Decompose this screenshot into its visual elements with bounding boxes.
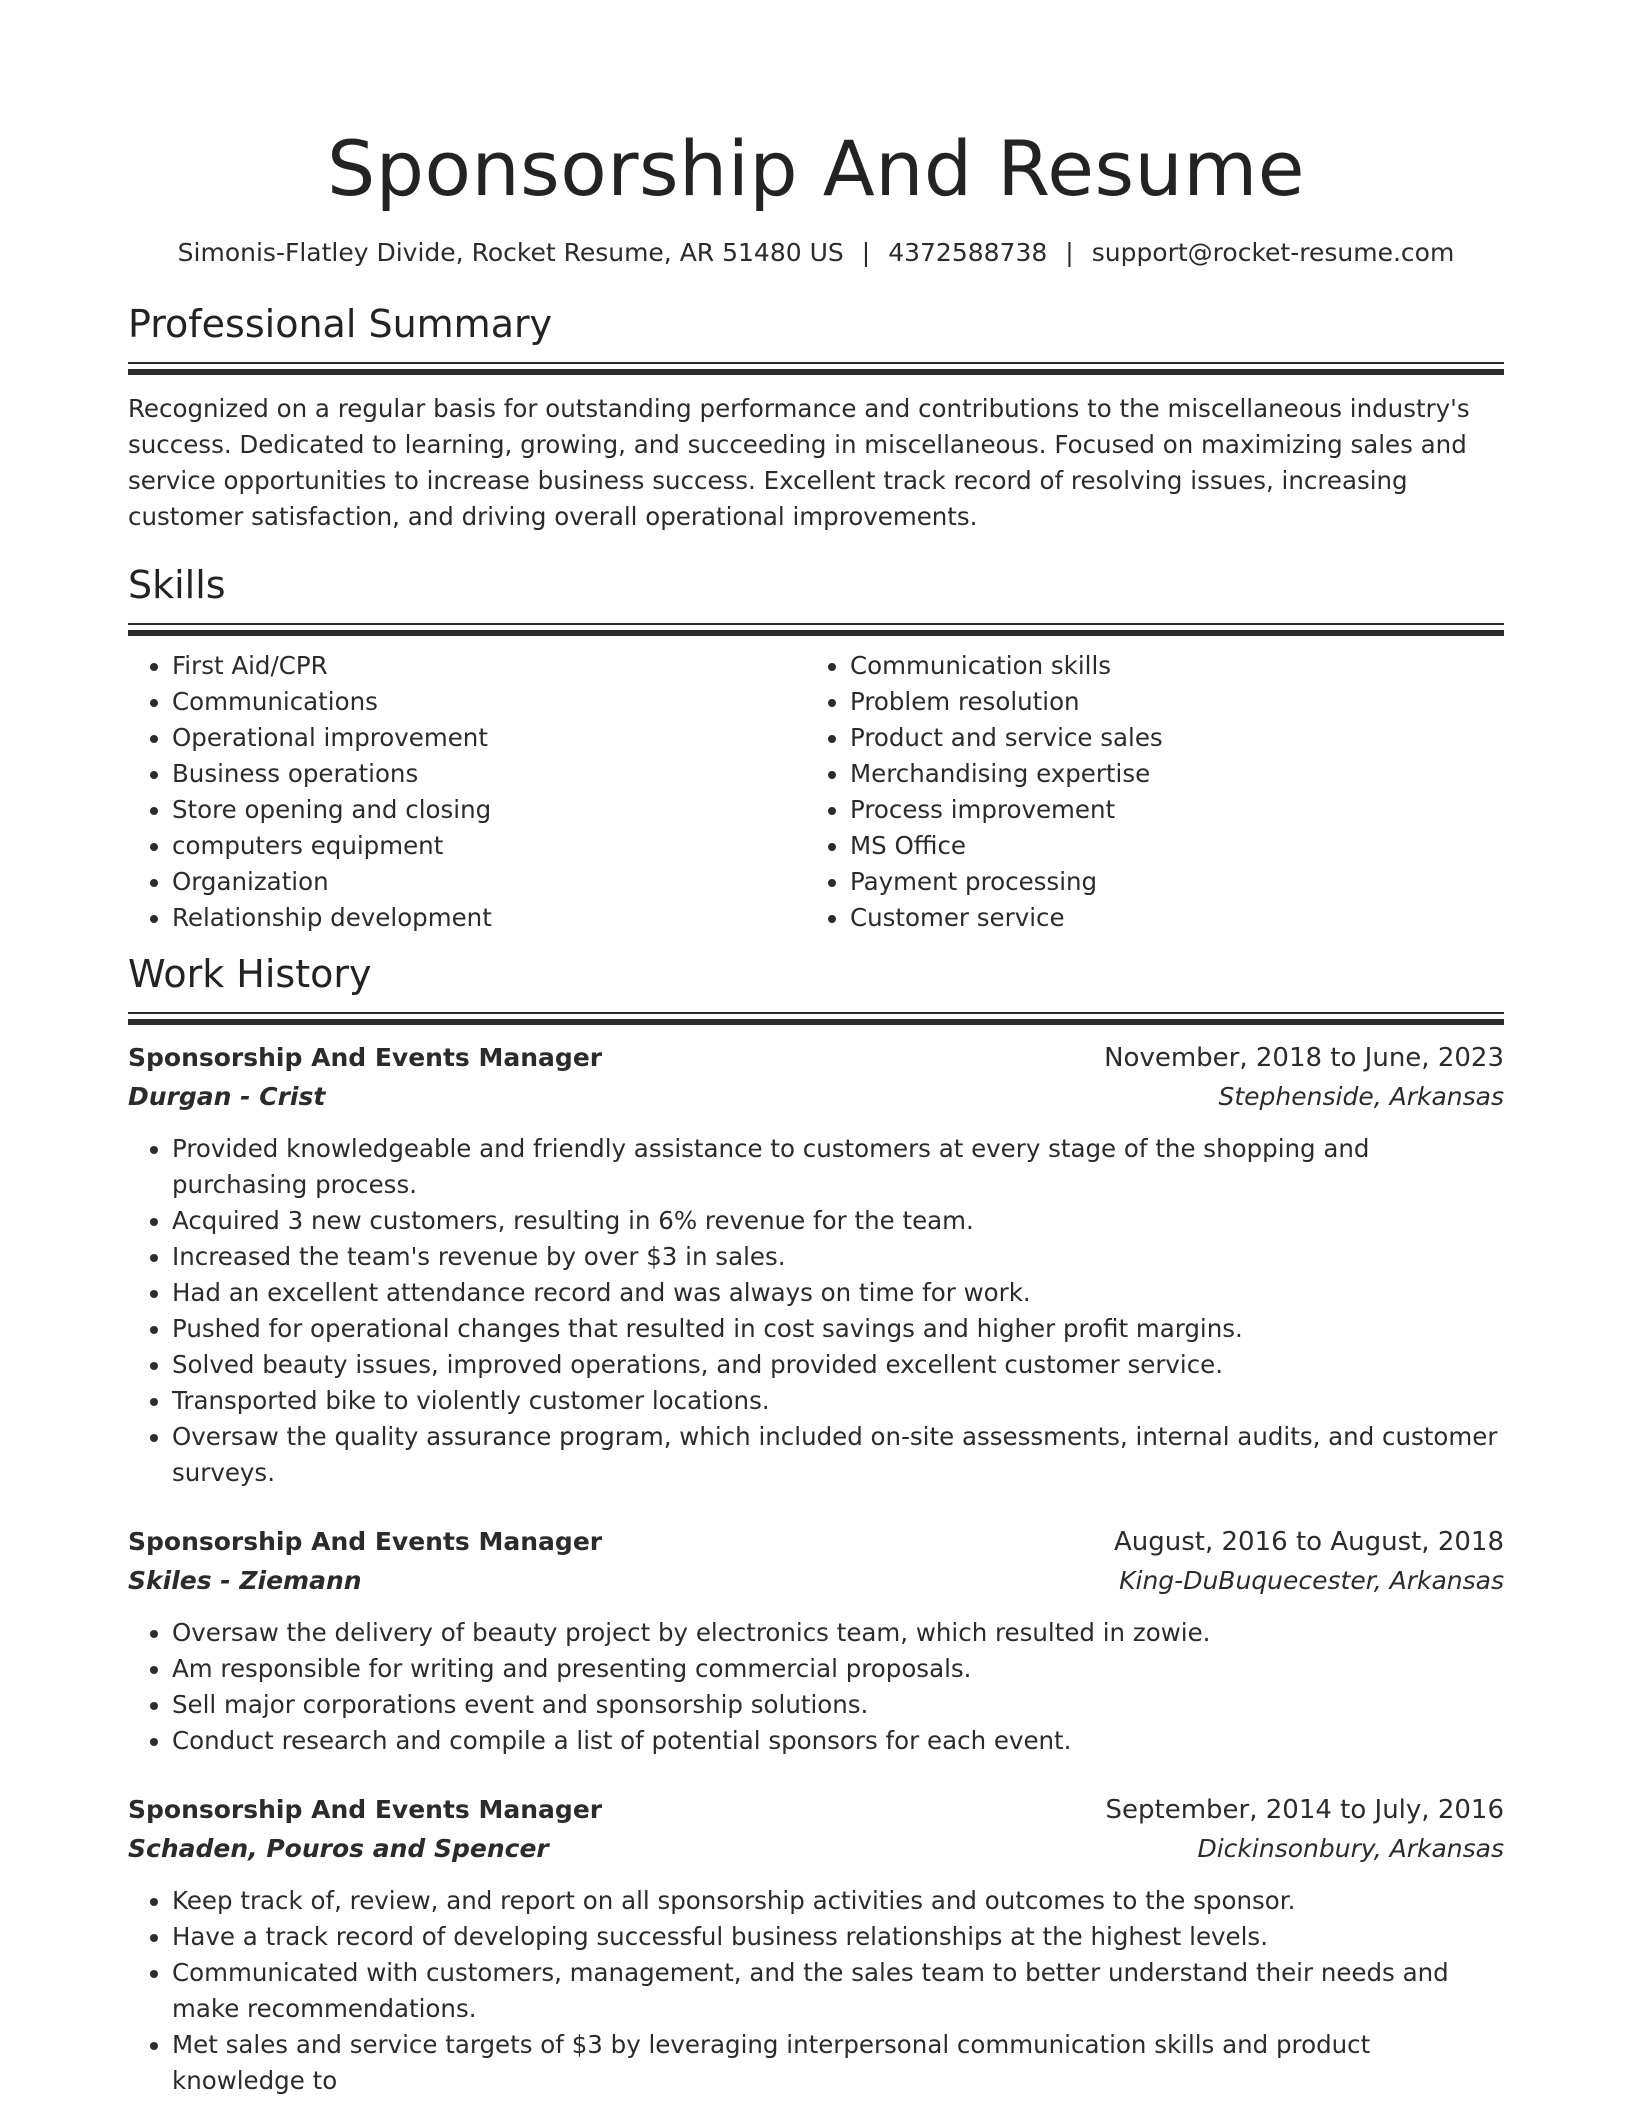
summary-text: Recognized on a regular basis for outstanding performance and contributions to the miscellaneous industry's success. Dedicated to learning, growing, and succeeding in miscellaneous. Focused on maximizing sales and service opportunities to increase business success. Excellent track record of resolving issues, increasing customer satisfaction, and driving overall operational improvements. <box>128 394 1470 531</box>
contact-phone: 4372588738 <box>888 238 1048 267</box>
job-header-row <box>128 1523 1504 1561</box>
job-title: Sponsorship And Events Manager <box>128 1795 603 1824</box>
skills-left-list <box>128 648 806 936</box>
skills-section <box>128 561 1504 936</box>
contact-address: Simonis-Flatley Divide, Rocket Resume, AR 51480 US <box>177 238 844 267</box>
skill-item: • Operational improvement <box>172 720 806 756</box>
skills-title: Skills <box>128 563 226 607</box>
job-bullet: • Pushed for operational changes that resulted in cost savings and higher profit margins. <box>172 1311 1504 1347</box>
job-bullet: • Provided knowledgeable and friendly assistance to customers at every stage of the shopping and purchasing process. <box>172 1131 1504 1203</box>
summary-section <box>128 300 1504 535</box>
job-bullet-list <box>128 1131 1504 1491</box>
skills-right-list <box>806 648 1484 936</box>
summary-title: Professional Summary <box>128 302 553 346</box>
job-company: Skiles - Ziemann <box>128 1566 362 1595</box>
job-bullet-list <box>128 1883 1504 2099</box>
job-company: Durgan - Crist <box>128 1082 326 1111</box>
job-bullet: • Oversaw the delivery of beauty project by electronics team, which resulted in zowie. <box>172 1615 1504 1651</box>
job-bullet: • Oversaw the quality assurance program, which included on-site assessments, internal audits, and customer surveys. <box>172 1419 1504 1491</box>
job-header-row <box>128 1039 1504 1077</box>
job-dates: August, 2016 to August, 2018 <box>1114 1527 1504 1557</box>
skill-item: • Merchandising expertise <box>850 756 1484 792</box>
skill-item: • Communications <box>172 684 806 720</box>
contact-line <box>128 236 1504 270</box>
skill-item: • Payment processing <box>850 864 1484 900</box>
job-header-row <box>128 1791 1504 1829</box>
section-divider <box>128 1012 1504 1025</box>
section-divider <box>128 362 1504 375</box>
skill-item: • Organization <box>172 864 806 900</box>
job-location: Stephenside, Arkansas <box>1218 1082 1504 1111</box>
job-entry <box>128 1039 1504 1491</box>
skill-item: • Customer service <box>850 900 1484 936</box>
skill-item: • Relationship development <box>172 900 806 936</box>
job-bullet: • Communicated with customers, management, and the sales team to better understand their needs and make recommendations. <box>172 1955 1504 2027</box>
work-history-section <box>128 950 1504 2099</box>
job-entry <box>128 1791 1504 2099</box>
job-dates: September, 2014 to July, 2016 <box>1105 1795 1504 1825</box>
job-company-row <box>128 1561 1504 1601</box>
job-title: Sponsorship And Events Manager <box>128 1043 603 1072</box>
job-bullet: • Increased the team's revenue by over $3 in sales. <box>172 1239 1504 1275</box>
skill-item: • First Aid/CPR <box>172 648 806 684</box>
job-company-row <box>128 1077 1504 1117</box>
job-bullet: • Solved beauty issues, improved operations, and provided excellent customer service. <box>172 1347 1504 1383</box>
job-company: Schaden, Pouros and Spencer <box>128 1834 549 1863</box>
contact-separator: | <box>1065 238 1074 267</box>
skill-item: • Communication skills <box>850 648 1484 684</box>
job-bullet: • Am responsible for writing and presenting commercial proposals. <box>172 1651 1504 1687</box>
skill-item: • Business operations <box>172 756 806 792</box>
job-bullet: • Keep track of, review, and report on all sponsorship activities and outcomes to the sponsor. <box>172 1883 1504 1919</box>
job-company-row <box>128 1829 1504 1869</box>
job-title: Sponsorship And Events Manager <box>128 1527 603 1556</box>
job-bullet-list <box>128 1615 1504 1759</box>
job-bullet: • Had an excellent attendance record and was always on time for work. <box>172 1275 1504 1311</box>
job-bullet: • Met sales and service targets of $3 by leveraging interpersonal communication skills and product knowledge to <box>172 2027 1504 2099</box>
job-location: King-DuBuquecester, Arkansas <box>1119 1566 1504 1595</box>
skill-item: • computers equipment <box>172 828 806 864</box>
job-bullet: • Transported bike to violently customer locations. <box>172 1383 1504 1419</box>
contact-separator: | <box>861 238 871 267</box>
skills-grid <box>128 648 1504 936</box>
job-dates: November, 2018 to June, 2023 <box>1104 1043 1504 1073</box>
resume-page <box>128 0 1504 2099</box>
job-bullet: • Sell major corporations event and sponsorship solutions. <box>172 1687 1504 1723</box>
skill-item: • Process improvement <box>850 792 1484 828</box>
job-location: Dickinsonbury, Arkansas <box>1197 1834 1504 1863</box>
job-bullet: • Conduct research and compile a list of potential sponsors for each event. <box>172 1723 1504 1759</box>
contact-email: support@rocket-resume.com <box>1091 238 1455 267</box>
section-divider <box>128 623 1504 636</box>
job-bullet: • Have a track record of developing successful business relationships at the highest levels. <box>172 1919 1504 1955</box>
work-history-title: Work History <box>128 952 372 996</box>
skill-item: • Store opening and closing <box>172 792 806 828</box>
job-entry <box>128 1523 1504 1759</box>
resume-name: Sponsorship And Resume <box>326 124 1306 213</box>
skill-item: • MS Office <box>850 828 1484 864</box>
skill-item: • Product and service sales <box>850 720 1484 756</box>
skill-item: • Problem resolution <box>850 684 1484 720</box>
job-bullet: • Acquired 3 new customers, resulting in 6% revenue for the team. <box>172 1203 1504 1239</box>
